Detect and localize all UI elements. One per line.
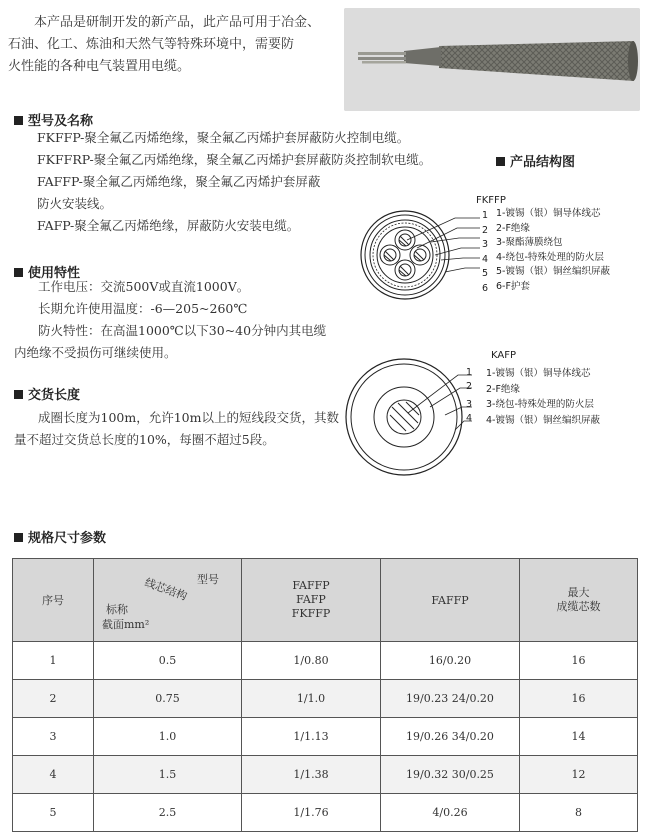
callout-number: 5	[481, 268, 488, 279]
cell-area: 2.5	[94, 794, 242, 832]
cell-no: 5	[13, 794, 94, 832]
usage-line: 工作电压：交流500V或直流1000V。	[38, 279, 250, 294]
table-header-row	[13, 559, 638, 642]
table-row	[13, 642, 638, 680]
square-bullet-icon	[14, 533, 23, 542]
cell-no: 3	[13, 718, 94, 756]
cell-col5: 16	[520, 680, 638, 718]
callout-number: 1	[481, 210, 488, 221]
callout-number: 2	[466, 380, 473, 392]
cell-col3: 1/1.13	[242, 718, 381, 756]
intro-line: 本产品是研制开发的新产品，此产品可用于冶金、	[34, 15, 321, 30]
header-model: 型号	[197, 573, 219, 586]
callout-number: 3	[481, 239, 488, 250]
table-row	[13, 680, 638, 718]
header-col3: FAFFP FAFP FKFFP	[242, 559, 381, 642]
legend-item: 1-镀锡（银）铜导体线芯	[496, 208, 601, 219]
intro-paragraph	[8, 12, 333, 78]
model-line: FAFFP-聚全氟乙丙烯绝缘，聚全氟乙丙烯护套屏蔽	[37, 174, 321, 189]
cell-col4: 4/0.26	[381, 794, 520, 832]
header-area: 截面mm²	[102, 618, 150, 631]
delivery-list	[14, 407, 339, 451]
kafp-legend	[486, 366, 600, 428]
spec-heading: 规格尺寸参数	[14, 527, 106, 546]
legend-item: 3-聚酯薄膜绕包	[496, 237, 563, 248]
intro-line: 火性能的各种电气装置用电缆。	[8, 59, 191, 74]
cell-col3: 1/1.38	[242, 756, 381, 794]
usage-heading: 使用特性	[14, 262, 80, 281]
legend-item: 2-F绝缘	[496, 222, 530, 234]
model-line: FKFFP-聚全氟乙丙烯绝缘，聚全氟乙丙烯护套屏蔽防火控制电缆。	[37, 130, 410, 145]
header-diagonal-cell	[94, 559, 242, 642]
fkffp-cross-section	[345, 200, 495, 300]
cell-area: 0.5	[94, 642, 242, 680]
cell-col4: 19/0.32 30/0.25	[381, 756, 520, 794]
model-line: 防火安装线。	[37, 196, 113, 211]
kafp-cross-section	[340, 355, 485, 480]
intro-line: 石油、化工、炼油和天然气等特殊环境中，需要防	[8, 37, 295, 52]
legend-item: 1-镀锡（银）铜导体线芯	[486, 368, 591, 379]
fkffp-number-column	[478, 209, 488, 296]
square-bullet-icon	[14, 116, 23, 125]
cell-col5: 8	[520, 794, 638, 832]
cell-col4: 19/0.23 24/0.20	[381, 680, 520, 718]
table-row	[13, 718, 638, 756]
spec-table	[12, 558, 638, 832]
callout-number: 4	[481, 253, 488, 265]
delivery-heading: 交货长度	[14, 384, 80, 403]
cell-col3: 1/1.0	[242, 680, 381, 718]
cell-col5: 16	[520, 642, 638, 680]
header-col4: FAFFP	[381, 559, 520, 642]
kafp-number-column	[466, 366, 472, 425]
header-core: 线芯结构	[142, 575, 189, 604]
square-bullet-icon	[496, 157, 505, 166]
usage-line: 内绝缘不受损伤可继续使用。	[14, 345, 177, 360]
legend-item: 4-绕包-特殊处理的防火层	[496, 251, 604, 263]
legend-item: 3-绕包-特殊处理的防火层	[486, 399, 594, 410]
usage-line: 防火特性：在高温1000℃以下30~40分钟内其电缆	[38, 323, 327, 338]
cell-col5: 14	[520, 718, 638, 756]
legend-item: 2-F绝缘	[486, 383, 520, 395]
square-bullet-icon	[14, 390, 23, 399]
usage-line: 长期允许使用温度：-6—205~260℃	[38, 301, 248, 316]
cell-area: 1.0	[94, 718, 242, 756]
callout-number: 3	[466, 399, 473, 410]
callout-number: 2	[481, 224, 488, 236]
legend-item: 4-镀锡（银）铜丝编织屏蔽	[486, 414, 600, 426]
table-row	[13, 794, 638, 832]
fkffp-legend	[496, 207, 610, 294]
cell-col3: 1/0.80	[242, 642, 381, 680]
delivery-line: 成圈长度为100m，允许10m以上的短线段交货，其数	[38, 410, 339, 425]
legend-item: 6-F护套	[496, 280, 530, 292]
cell-no: 1	[13, 642, 94, 680]
structure-heading: 产品结构图	[496, 151, 575, 170]
cable-photo	[344, 8, 640, 111]
fkffp-diagram-title: FKFFP	[476, 195, 506, 206]
callout-number: 6	[481, 282, 488, 294]
kafp-diagram-title: KAFP	[491, 350, 517, 361]
delivery-line: 量不超过交货总长度的10%，每圈不超过5段。	[14, 432, 275, 447]
header-no: 序号	[13, 559, 94, 642]
callout-number: 1	[466, 367, 473, 378]
model-line: FAFP-聚全氟乙丙烯绝缘，屏蔽防火安装电缆。	[37, 218, 300, 233]
cell-col3: 1/1.76	[242, 794, 381, 832]
cell-no: 2	[13, 680, 94, 718]
model-line: FKFFRP-聚全氟乙丙烯绝缘，聚全氟乙丙烯护套屏蔽防炎控制软电缆。	[37, 152, 432, 167]
usage-list	[14, 276, 326, 364]
header-col5: 最大 成缆芯数	[520, 559, 638, 642]
cell-no: 4	[13, 756, 94, 794]
model-heading: 型号及名称	[14, 110, 93, 129]
cell-col4: 16/0.20	[381, 642, 520, 680]
cell-col5: 12	[520, 756, 638, 794]
header-nominal: 标称	[106, 603, 128, 616]
legend-item: 5-镀锡（银）铜丝编织屏蔽	[496, 266, 610, 277]
cell-area: 0.75	[94, 680, 242, 718]
table-row	[13, 756, 638, 794]
callout-number: 4	[466, 412, 473, 424]
cell-col4: 19/0.26 34/0.20	[381, 718, 520, 756]
cell-area: 1.5	[94, 756, 242, 794]
